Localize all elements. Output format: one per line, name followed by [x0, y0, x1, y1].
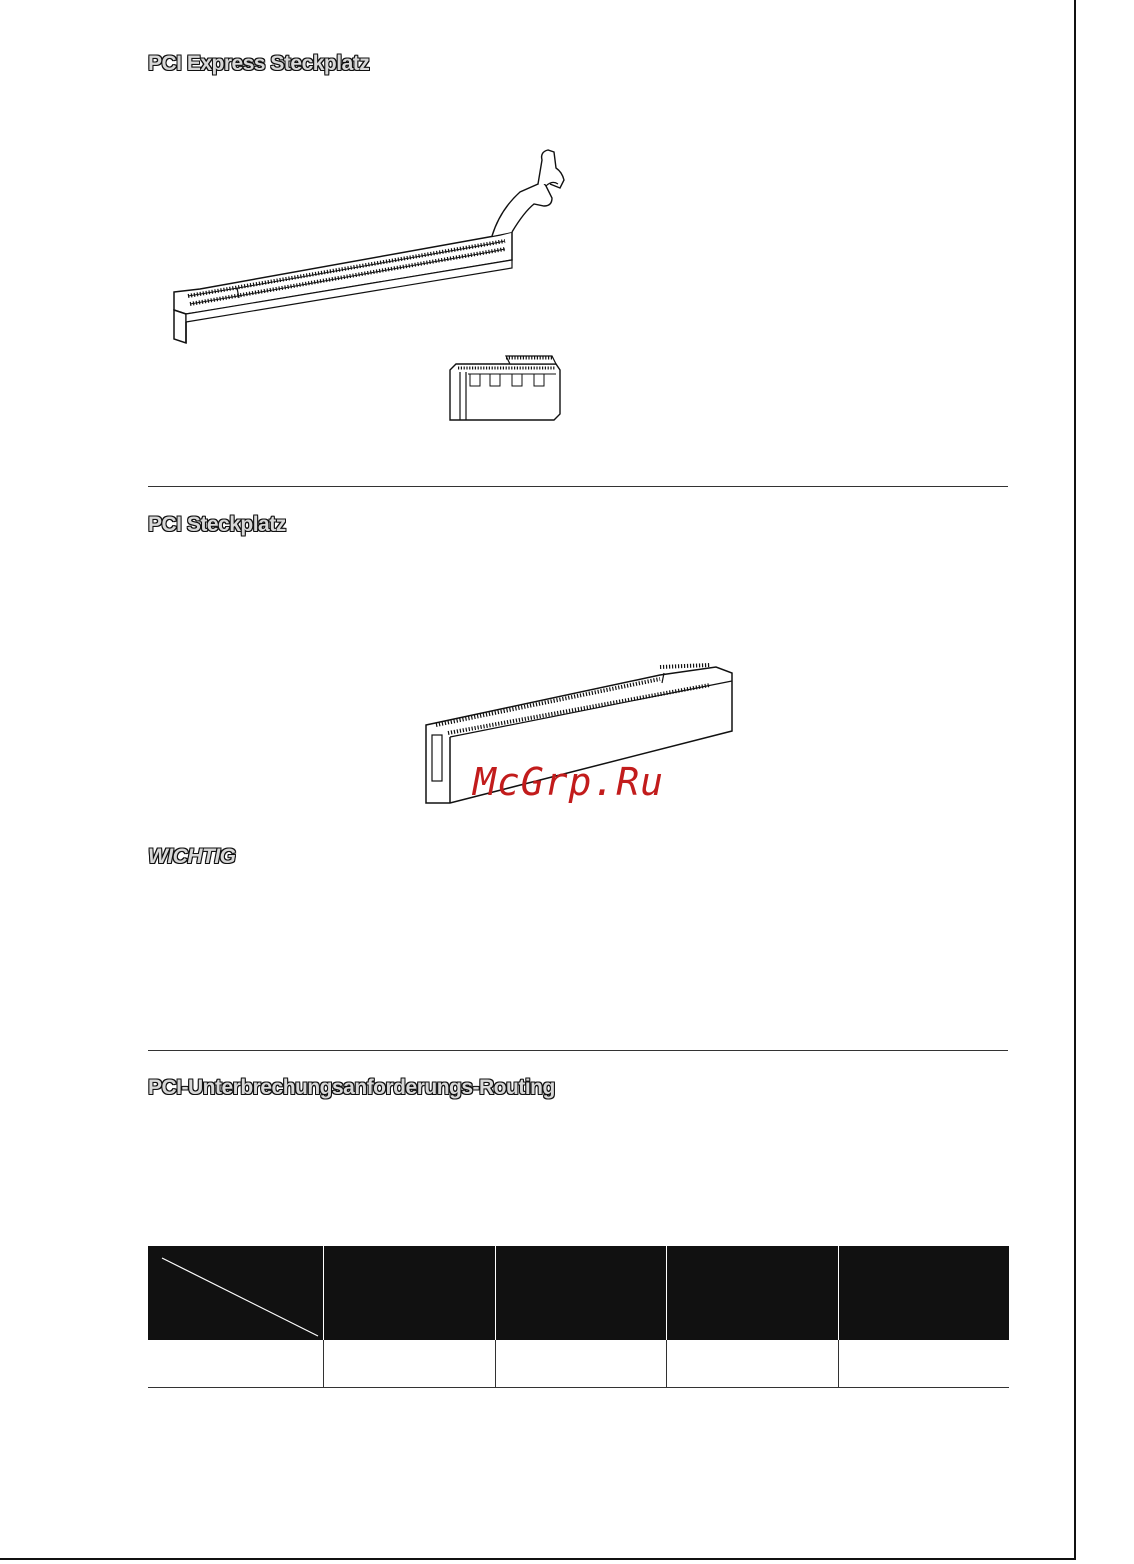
- table-header-cell: [838, 1246, 1009, 1340]
- watermark: McGrp.Ru: [473, 760, 665, 804]
- table-header-cell: [324, 1246, 496, 1340]
- table-cell: [495, 1340, 667, 1388]
- table-cell: [838, 1340, 1009, 1388]
- table-header-cell: [495, 1246, 667, 1340]
- irq-routing-table: [148, 1246, 1009, 1388]
- table-cell: [324, 1340, 496, 1388]
- table-cell: [148, 1340, 324, 1388]
- pci-slot-heading: PCI Steckplatz: [148, 513, 286, 536]
- important-heading: WICHTIG: [148, 845, 236, 868]
- pcie-slot-heading: PCI Express Steckplatz: [148, 52, 370, 75]
- section-divider: [148, 1050, 1008, 1051]
- section-divider: [148, 486, 1008, 487]
- pcie-x1-slot-illustration: [446, 350, 566, 422]
- pcie-x16-slot-illustration: [160, 140, 580, 350]
- table-header-cell: [667, 1246, 839, 1340]
- irq-routing-heading: PCI-Unterbrechungsanforderungs-Routing: [148, 1076, 555, 1099]
- table-header-row: [148, 1246, 1009, 1340]
- table-header-corner-cell: [148, 1246, 324, 1340]
- diagonal-divider-line: [148, 1246, 323, 1340]
- table-cell: [667, 1340, 839, 1388]
- table-row: [148, 1340, 1009, 1388]
